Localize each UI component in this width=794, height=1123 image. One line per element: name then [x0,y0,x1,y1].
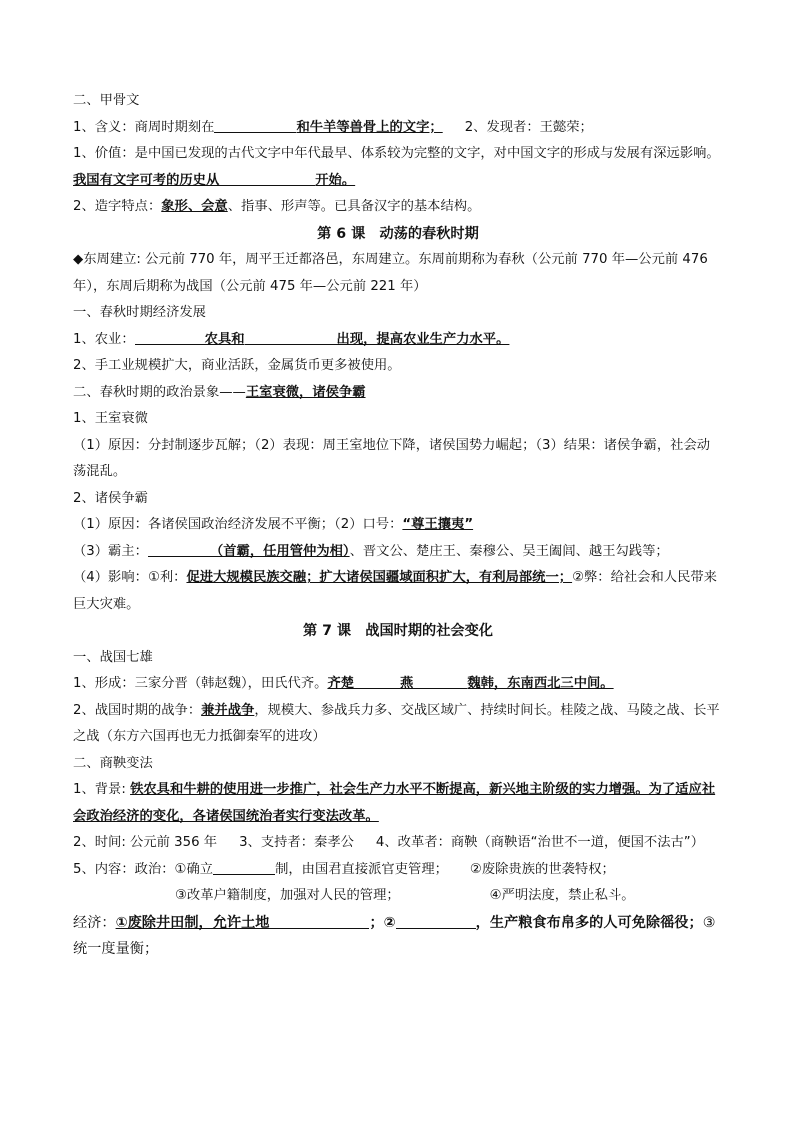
text-paragraph: 经济：①废除井田制，允许土地 ；② ，生产粮食布帛多的人可免除徭役；③统一度量衡； [73,914,716,957]
text-line: 1、含义：商周时期刻在 和牛羊等兽骨上的文字； 2、发现者：王懿荣； [73,119,593,135]
text-line: 1、农业： 农具和 出现，提高农业生产力水平。 [73,331,510,347]
text-line: （3）霸主： （首霸，任用管仲为相）、晋文公、楚庄王、秦穆公、吴王阖闾、越王勾践等； [73,543,669,559]
fill-blank [396,914,476,929]
fill-blank [135,330,205,345]
text-line: ③改革户籍制度，加强对人民的管理； ④严明法度，禁止私斗。 [175,888,635,903]
lesson-title: 第 7 课 战国时期的社会变化 [302,623,493,639]
fill-blank [213,860,275,875]
text-line: 2、造字特点：象形、会意、指事、形声等。已具备汉字的基本结构。 [73,199,481,214]
document-page [73,88,723,963]
text-paragraph: 1、背景: 铁农具和牛耕的使用进一步推广，社会生产力水平不断提高，新兴地主阶级的实力增强。为了适应社会政治经济的变化，各诸侯国统治者实行变法改革。 [73,782,716,824]
text-line: 5、内容：政治：①确立 制，由国君直接派官吏管理； ②废除贵族的世袭特权； [73,861,615,877]
fill-blank [354,674,400,689]
text-paragraph: 2、战国时期的战争：兼并战争，规模大、参战兵力多、交战区域广、持续时间长。桂陵之战、马陵之战、长平之战（东方六国再也无力抵御秦军的进攻） [73,702,720,744]
section-heading: 二、春秋时期的政治景象——王室衰微，诸侯争霸 [73,384,366,400]
text-paragraph: 1、价值：是中国已发现的古代文字中年代最早、体系较为完整的文字，对中国文字的形成与发展有深远影响。我国有文字可考的历史从 开始。 [73,146,720,188]
section-heading: 一、春秋时期经济发展 [73,305,206,320]
fill-blank [214,118,296,133]
lesson-title: 第 6 课 动荡的春秋时期 [317,225,479,242]
fill-blank [219,171,315,186]
section-heading: 一、战国七雄 [73,649,153,665]
fill-blank [269,914,369,929]
subsection-heading: 2、诸侯争霸 [73,490,148,506]
fill-blank [413,674,467,689]
text-line: 1、形成：三家分晋（韩赵魏），田氏代齐。齐楚 燕 魏韩，东南西北三中间。 [73,676,614,691]
section-heading: 二、甲骨文 [73,93,140,108]
text-paragraph: （1）原因：分封制逐步瓦解；（2）表现：周王室地位下降，诸侯国势力崛起；（3）结果：诸侯争霸，社会动荡混乱。 [73,437,711,479]
section-heading: 二、商鞅变法 [73,755,153,771]
subsection-heading: 1、王室衰微 [73,411,148,426]
text-line: 2、手工业规模扩大，商业活跃，金属货币更多被使用。 [73,358,401,373]
text-paragraph: 2、时间: 公元前 356 年 3、支持者：秦孝公 4、改革者：商鞅（商鞅语“治世不一道，便国不法古”） [73,835,704,850]
text-line: （1）原因：各诸侯国政治经济发展不平衡；（2）口号：“尊王攘夷” [73,517,474,532]
text-paragraph: ◆东周建立: 公元前 770 年，周平王迁都洛邑，东周建立。东周前期称为春秋（公元前 770 年—公元前 476 年），东周后期称为战国（公元前 475 年—公元前 221 年） [73,252,708,294]
fill-blank [245,330,337,345]
fill-blank [148,542,210,557]
text-paragraph: （4）影响：①利：促进大规模民族交融；扩大诸侯国疆域面积扩大，有利局部统一；②弊：给社会和人民带来巨大灾难。 [73,570,717,612]
